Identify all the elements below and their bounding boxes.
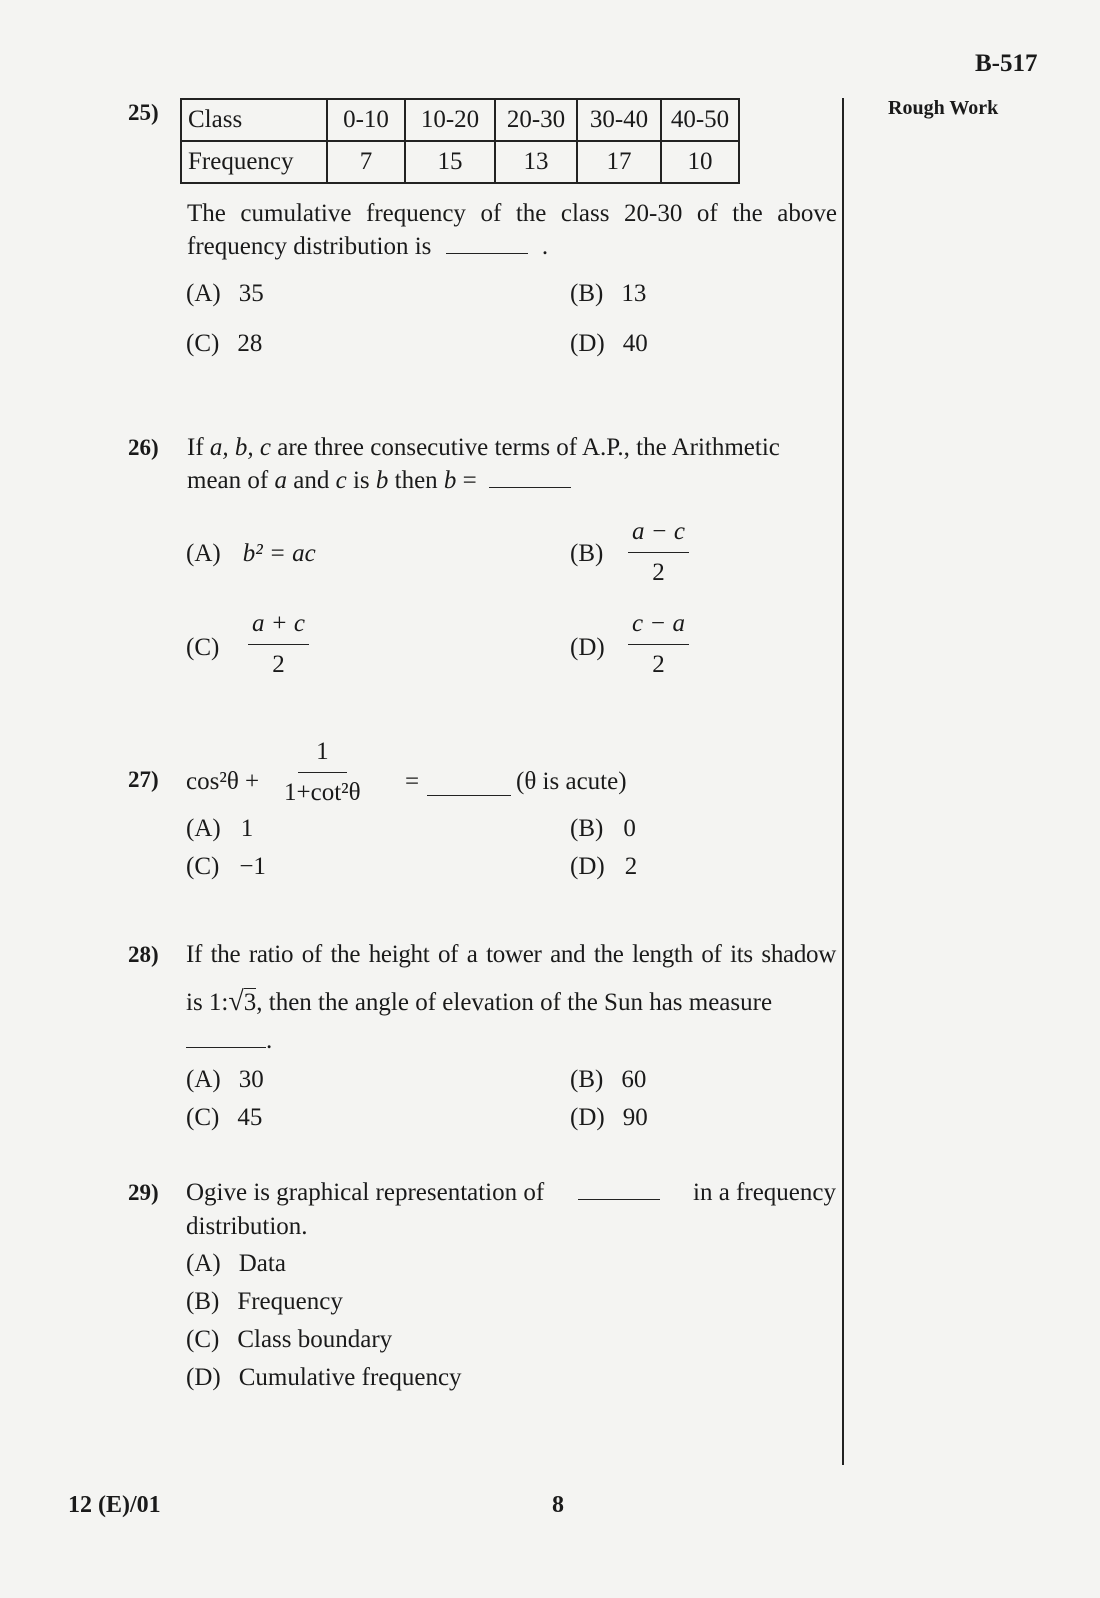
question-25-text-line1: The cumulative frequency of the class 20-30 of the above [187, 200, 837, 227]
frequency-table [180, 98, 740, 184]
option-b [628, 518, 689, 587]
option-b-label: (B) [570, 540, 604, 567]
option-value: 2 [624, 853, 638, 880]
text: are three consecutive terms of A.P., the Arithmetic [277, 434, 780, 461]
variable: b [375, 467, 389, 494]
option-a [186, 1066, 264, 1094]
fraction [248, 610, 309, 679]
question-26-number: 26) [128, 435, 159, 460]
variable: a [274, 467, 287, 494]
question-27-fraction [284, 738, 361, 807]
table-cell: 13 [495, 141, 577, 183]
option-label: (D) [570, 853, 605, 880]
paper-code: B-517 [975, 50, 1038, 77]
option-c [186, 1326, 392, 1354]
answer-blank [446, 253, 528, 254]
option-a [186, 540, 316, 568]
option-d [570, 853, 637, 881]
option-d [186, 1364, 462, 1392]
text: If [187, 434, 204, 461]
option-c [186, 1104, 262, 1132]
variable: c [335, 467, 347, 494]
option-b [570, 280, 646, 308]
footer-code: 12 (E)/01 [68, 1492, 161, 1518]
denominator: 2 [272, 651, 285, 678]
option-value: b² = ac [242, 540, 316, 567]
table-cell: 7 [327, 141, 405, 183]
option-c-label: (C) [186, 634, 220, 661]
period: . [541, 233, 549, 260]
fraction [628, 610, 689, 679]
period: . [266, 1027, 273, 1054]
text: and [293, 467, 330, 494]
option-label: (D) [186, 1364, 221, 1391]
denominator: 2 [652, 651, 665, 678]
question-29-text-line1 [186, 1176, 836, 1209]
table-cell: 20-30 [495, 99, 577, 141]
text: Ogive is graphical representation of [186, 1179, 545, 1206]
option-c [248, 610, 309, 679]
option-value: 28 [237, 330, 263, 357]
text: in a frequency [693, 1179, 836, 1206]
option-label: (D) [570, 330, 605, 357]
numerator: a − c [628, 518, 689, 553]
numerator: c − a [628, 610, 689, 645]
option-value: 45 [237, 1104, 263, 1131]
option-d-label: (D) [570, 634, 605, 661]
question-27-lead: cos²θ + [186, 768, 260, 795]
table-row [181, 141, 739, 183]
question-27-equals: = [405, 768, 420, 795]
option-value: Class boundary [237, 1326, 393, 1353]
fraction [284, 738, 361, 807]
option-value: 40 [622, 330, 648, 357]
option-value: −1 [239, 853, 266, 880]
table-cell: 40-50 [661, 99, 739, 141]
option-label: (B) [570, 280, 604, 307]
question-29-number: 29) [128, 1180, 159, 1205]
text: is [352, 467, 370, 494]
sqrt-sign: √ [228, 986, 244, 1017]
option-label: (A) [186, 540, 221, 567]
option-value: Cumulative frequency [238, 1364, 462, 1391]
table-cell: 10-20 [405, 99, 495, 141]
table-cell: 0-10 [327, 99, 405, 141]
text: = [462, 467, 477, 494]
table-cell: Class [181, 99, 327, 141]
denominator: 1+cot²θ [284, 779, 361, 806]
table-cell: 10 [661, 141, 739, 183]
table-row [181, 99, 739, 141]
option-label: (C) [186, 1326, 220, 1353]
question-28-text-line1: If the ratio of the height of a tower and the length of its shadow [186, 941, 836, 968]
option-value: 60 [621, 1066, 647, 1093]
answer-blank [427, 795, 511, 796]
option-label: (B) [186, 1288, 220, 1315]
numerator: 1 [298, 738, 347, 773]
question-28-text-line2 [186, 985, 836, 1019]
question-26-text-line1 [187, 431, 837, 464]
option-b [186, 1288, 343, 1316]
option-label: (D) [570, 1104, 605, 1131]
question-28-text-line3 [186, 1024, 272, 1057]
rough-work-label: Rough Work [888, 97, 999, 119]
question-25-text-line2 [187, 230, 548, 263]
option-value: 1 [240, 815, 254, 842]
option-a [186, 1250, 286, 1278]
text: then [394, 467, 438, 494]
option-value: 90 [622, 1104, 648, 1131]
sqrt-radicand: 3 [243, 989, 257, 1016]
option-label: (C) [186, 1104, 220, 1131]
fraction [628, 518, 689, 587]
option-c [186, 330, 262, 358]
table-cell: 30-40 [577, 99, 661, 141]
denominator: 2 [652, 559, 665, 586]
question-26-text-line2 [187, 464, 571, 497]
answer-blank [578, 1199, 660, 1200]
question-25-stem: frequency distribution is [187, 233, 432, 260]
table-cell: 17 [577, 141, 661, 183]
option-label: (A) [186, 815, 221, 842]
option-c [186, 853, 266, 881]
question-27-number: 27) [128, 767, 159, 792]
answer-blank [489, 487, 571, 488]
table-cell: Frequency [181, 141, 327, 183]
option-label: (A) [186, 1066, 221, 1093]
question-28-number: 28) [128, 942, 159, 967]
numerator: a + c [248, 610, 309, 645]
text: is 1: [186, 989, 229, 1016]
answer-blank [186, 1047, 266, 1048]
option-label: (A) [186, 280, 221, 307]
option-a [186, 280, 264, 308]
option-label: (C) [186, 330, 220, 357]
option-label: (B) [570, 815, 604, 842]
text: mean of [187, 467, 269, 494]
question-25-number: 25) [128, 100, 159, 125]
option-value: 0 [623, 815, 636, 842]
option-a [186, 815, 253, 843]
table-cell: 15 [405, 141, 495, 183]
rough-work-divider [842, 98, 844, 1465]
variables: a, b, c [209, 434, 272, 461]
option-d [628, 610, 689, 679]
question-29-text-line2: distribution. [186, 1213, 308, 1240]
option-label: (A) [186, 1250, 221, 1277]
option-label: (C) [186, 853, 220, 880]
question-27-note: (θ is acute) [516, 768, 627, 795]
option-value: Data [238, 1250, 286, 1277]
option-label: (B) [570, 1066, 604, 1093]
variable: b [443, 467, 457, 494]
option-value: Frequency [237, 1288, 343, 1315]
option-d [570, 1104, 648, 1132]
option-b [570, 1066, 646, 1094]
text: , then the angle of elevation of the Sun has measure [256, 989, 773, 1016]
option-value: 30 [238, 1066, 264, 1093]
option-value: 35 [238, 280, 264, 307]
option-d [570, 330, 648, 358]
option-value: 13 [621, 280, 647, 307]
page-number: 8 [552, 1492, 564, 1518]
option-b [570, 815, 636, 843]
